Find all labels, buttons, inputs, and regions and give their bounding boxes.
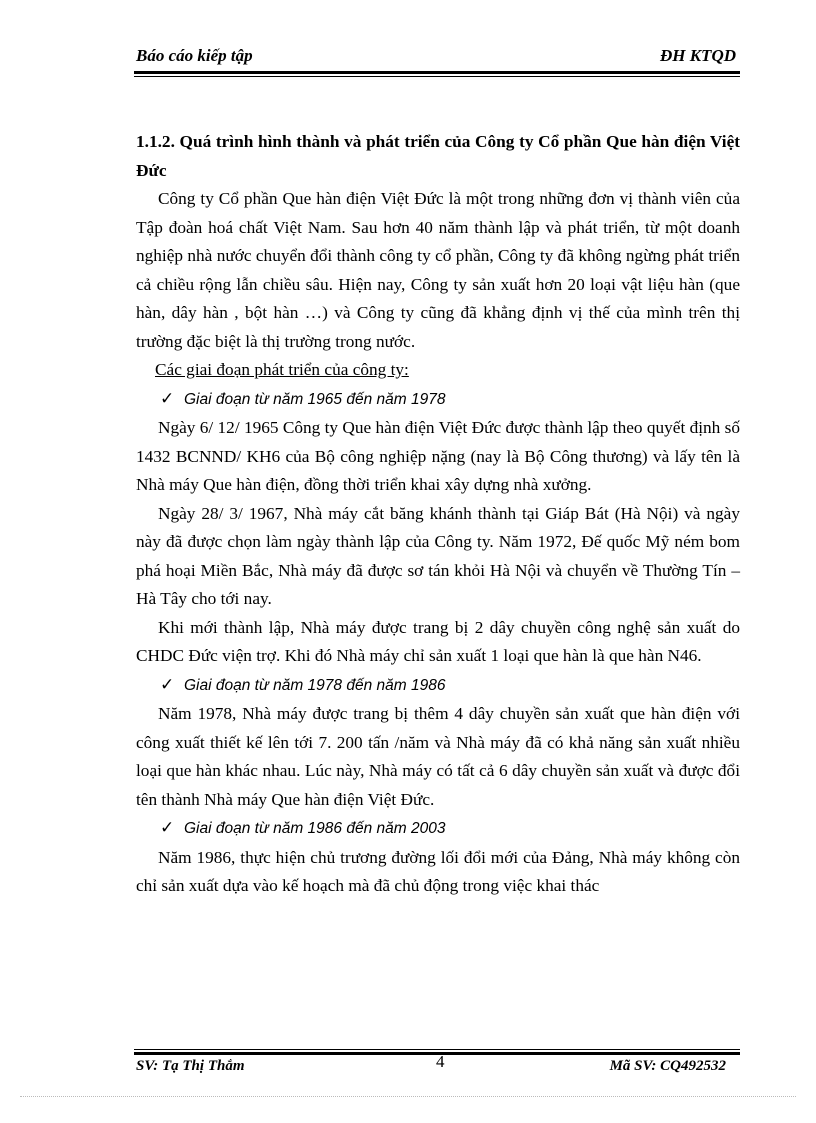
page-number: 4	[436, 1052, 445, 1071]
paragraph-1965: Ngày 6/ 12/ 1965 Công ty Que hàn điện Việt Đức được thành lập theo quyết định số 1432 BCNND/ KH6 của Bộ công nghiệp nặng (nay là Bộ Công thương) và lấy tên là Nhà máy Que hàn điện, đồng thời triển khai xây dựng nhà xưởng.	[136, 418, 740, 494]
phase-label: Giai đoạn từ năm 1978 đến năm 1986	[184, 676, 446, 694]
paragraph-1978: Năm 1978, Nhà máy được trang bị thêm 4 dây chuyền sản xuất que hàn điện với công xuất thiết kế lên tới 7. 200 tấn /năm và Nhà máy đã có khả năng sản xuất nhiều loại que hàn khác nhau. Lúc này, Nhà máy có tất cả 6 dây chuyền sản xuất và được đổi tên thành Nhà máy Que hàn điện Việt Đức.	[136, 704, 740, 809]
footer-student-id: Mã SV: CQ492532	[609, 1058, 726, 1074]
page-break-line	[20, 1096, 796, 1097]
paragraph-1967: Ngày 28/ 3/ 1967, Nhà máy cắt băng khánh thành tại Giáp Bát (Hà Nội) và ngày này đã được chọn làm ngày thành lập của Công ty. Năm 1972, Đế quốc Mỹ ném bom phá hoại Miền Bắc, Nhà máy đã được sơ tán khỏi Hà Nội và chuyển về Thường Tín – Hà Tây cho tới nay.	[136, 503, 740, 608]
document-body	[136, 128, 740, 901]
phase-label: Giai đoạn từ năm 1986 đến năm 2003	[184, 820, 446, 837]
phase-heading-3	[136, 814, 740, 844]
phase-heading-1	[136, 385, 740, 415]
header-university: ĐH KTQD	[659, 46, 736, 65]
paragraph-equipment: Khi mới thành lập, Nhà máy được trang bị 2 dây chuyền công nghệ sản xuất do CHDC Đức viện trợ. Khi đó Nhà máy chỉ sản xuất 1 loại que hàn là que hàn N46.	[136, 617, 740, 665]
paragraph-intro: Công ty Cổ phần Que hàn điện Việt Đức là một trong những đơn vị thành viên của Tập đoàn hoá chất Việt Nam. Sau hơn 40 năm thành lập và phát triển, từ một doanh nghiệp nhà nước chuyển đổi thành công ty cổ phần, Công ty đã không ngừng phát triển cả chiều rộng lẫn chiều sâu. Hiện nay, Công ty sản xuất hơn 20 loại vật liệu hàn (que hàn, dây hàn , bột hàn …) và Công ty cũng đã khẳng định vị thế của mình trên thị trường đặc biệt là thị trường trong nước.	[136, 189, 740, 351]
section-heading: 1.1.2. Quá trình hình thành và phát triển của Công ty Cổ phần Que hàn điện Việt Đức	[136, 132, 740, 180]
check-icon: ✓	[160, 818, 175, 837]
check-icon: ✓	[160, 674, 175, 694]
footer-rule-thin	[134, 1049, 740, 1050]
check-icon: ✓	[160, 388, 175, 408]
page-header	[136, 44, 740, 70]
header-rule-thin	[134, 76, 740, 77]
phase-heading-2	[136, 671, 740, 701]
page-footer	[136, 1052, 740, 1082]
paragraph-1986: Năm 1986, thực hiện chủ trương đường lối đổi mới của Đảng, Nhà máy không còn chỉ sản xuất dựa vào kế hoạch mà đã chủ động trong việc khai thác	[136, 847, 740, 895]
header-title: Báo cáo kiếp tập	[136, 46, 253, 65]
phase-label: Giai đoạn từ năm 1965 đến năm 1978	[184, 390, 446, 408]
phases-intro: Các giai đoạn phát triển của công ty:	[155, 360, 409, 379]
footer-student: SV: Tạ Thị Thắm	[136, 1058, 245, 1074]
header-rule-thick	[134, 71, 740, 74]
